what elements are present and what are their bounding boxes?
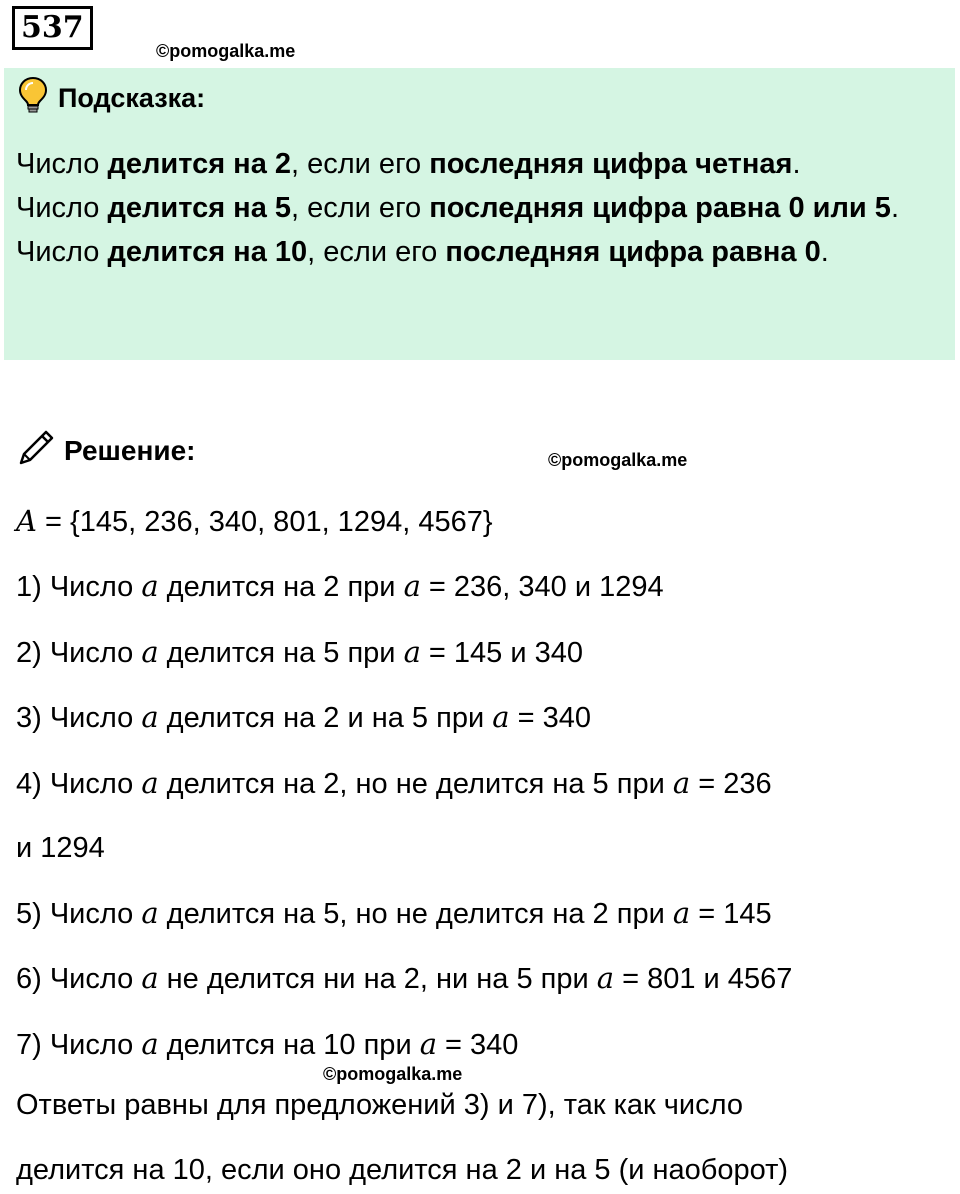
hint-title <box>18 78 205 118</box>
lightbulb-icon <box>18 76 48 121</box>
hint-body <box>16 142 946 274</box>
pencil-icon <box>16 428 56 475</box>
hint-rule-2: Число делится на 2, если его последняя цифра четная. <box>16 148 801 180</box>
solution-item-1: 1) Число a делится на 2 при a = 236, 340 и 1294 <box>16 569 664 603</box>
solution-title <box>16 428 195 474</box>
solution-item-4: 4) Число a делится на 2, но не делится на 5 при a = 236 <box>16 766 772 800</box>
solution-item-5: 5) Число a делится на 5, но не делится на 2 при a = 145 <box>16 896 772 930</box>
watermark: ©pomogalka.me <box>323 1064 463 1084</box>
answer-line-1: Ответы равны для предложений 3) и 7), так как число <box>16 1089 743 1121</box>
watermark: ©pomogalka.me <box>156 41 296 61</box>
answer-line-2: делится на 10, если оно делится на 2 и на 5 (и наоборот) <box>16 1154 789 1186</box>
solution-item-7: 7) Число a делится на 10 при a = 340 <box>16 1027 519 1061</box>
watermark: ©pomogalka.me <box>548 450 688 470</box>
solution-title-text: Решение: <box>64 435 196 466</box>
solution-item-4-continued: и 1294 <box>16 832 105 864</box>
solution-item-2: 2) Число a делится на 5 при a = 145 и 340 <box>16 635 584 669</box>
hint-rule-5: Число делится на 5, если его последняя цифра равна 0 или 5. <box>16 192 899 224</box>
set-definition: A = {145, 236, 340, 801, 1294, 4567} <box>16 504 493 538</box>
hint-box <box>4 68 955 360</box>
hint-title-text: Подсказка: <box>58 82 206 113</box>
solution-item-3: 3) Число a делится на 2 и на 5 при a = 340 <box>16 700 591 734</box>
hint-rule-10: Число делится на 10, если его последняя цифра равна 0. <box>16 236 829 268</box>
problem-number: 537 <box>12 6 93 50</box>
solution-item-6: 6) Число a не делится ни на 2, ни на 5 при a = 801 и 4567 <box>16 961 793 995</box>
